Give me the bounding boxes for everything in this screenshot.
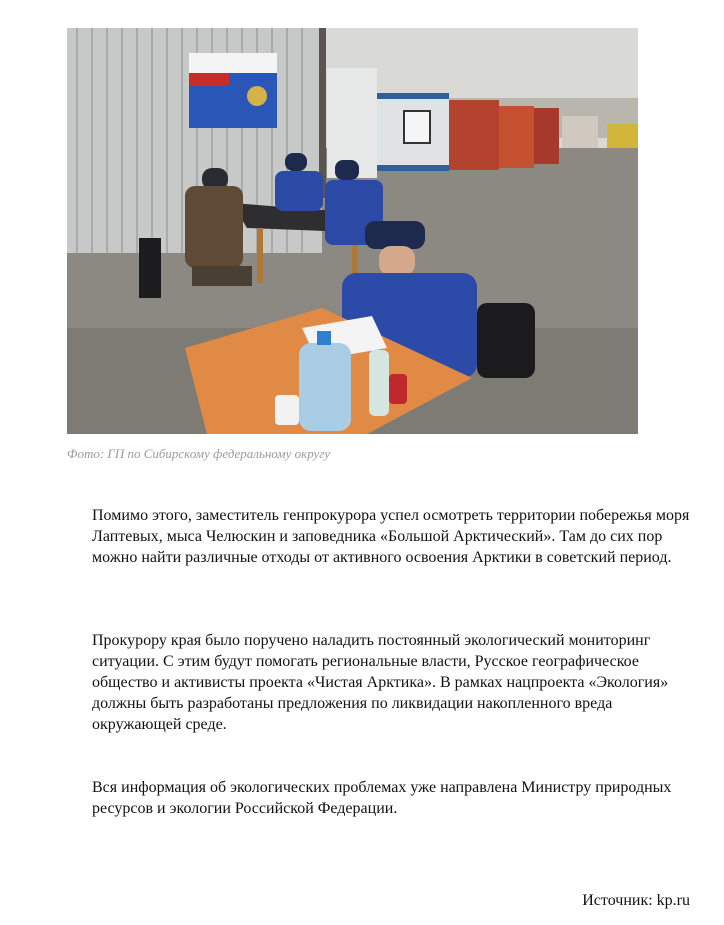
article-paragraph: Прокурору края было поручено наладить постоянный экологический мониторинг ситуации. С этим будут помогать региональные власти, Русское географическое общество и активисты проекта «Чистая Арктика». В рамках нацпроекта «Экология» должны быть разработаны предложения по ликвидации накопленного вреда окружающей среде. [92,632,669,733]
article-paragraph: Вся информация об экологических проблемах уже направлена Министру природных ресурсов и экологии Российской Федерации. [92,779,672,817]
source-credit: Источник: kp.ru [582,892,690,909]
photo-caption: Фото: ГП по Сибирскому федеральному округу [67,446,331,461]
article-paragraph: Помимо этого, заместитель генпрокурора успел осмотреть территории побережья моря Лаптевых, мыса Челюскин и заповедника «Большой Арктический». Там до сих пор можно найти различные отходы от активного освоения Арктики в советский период. [92,507,690,566]
article-photo [67,28,638,434]
